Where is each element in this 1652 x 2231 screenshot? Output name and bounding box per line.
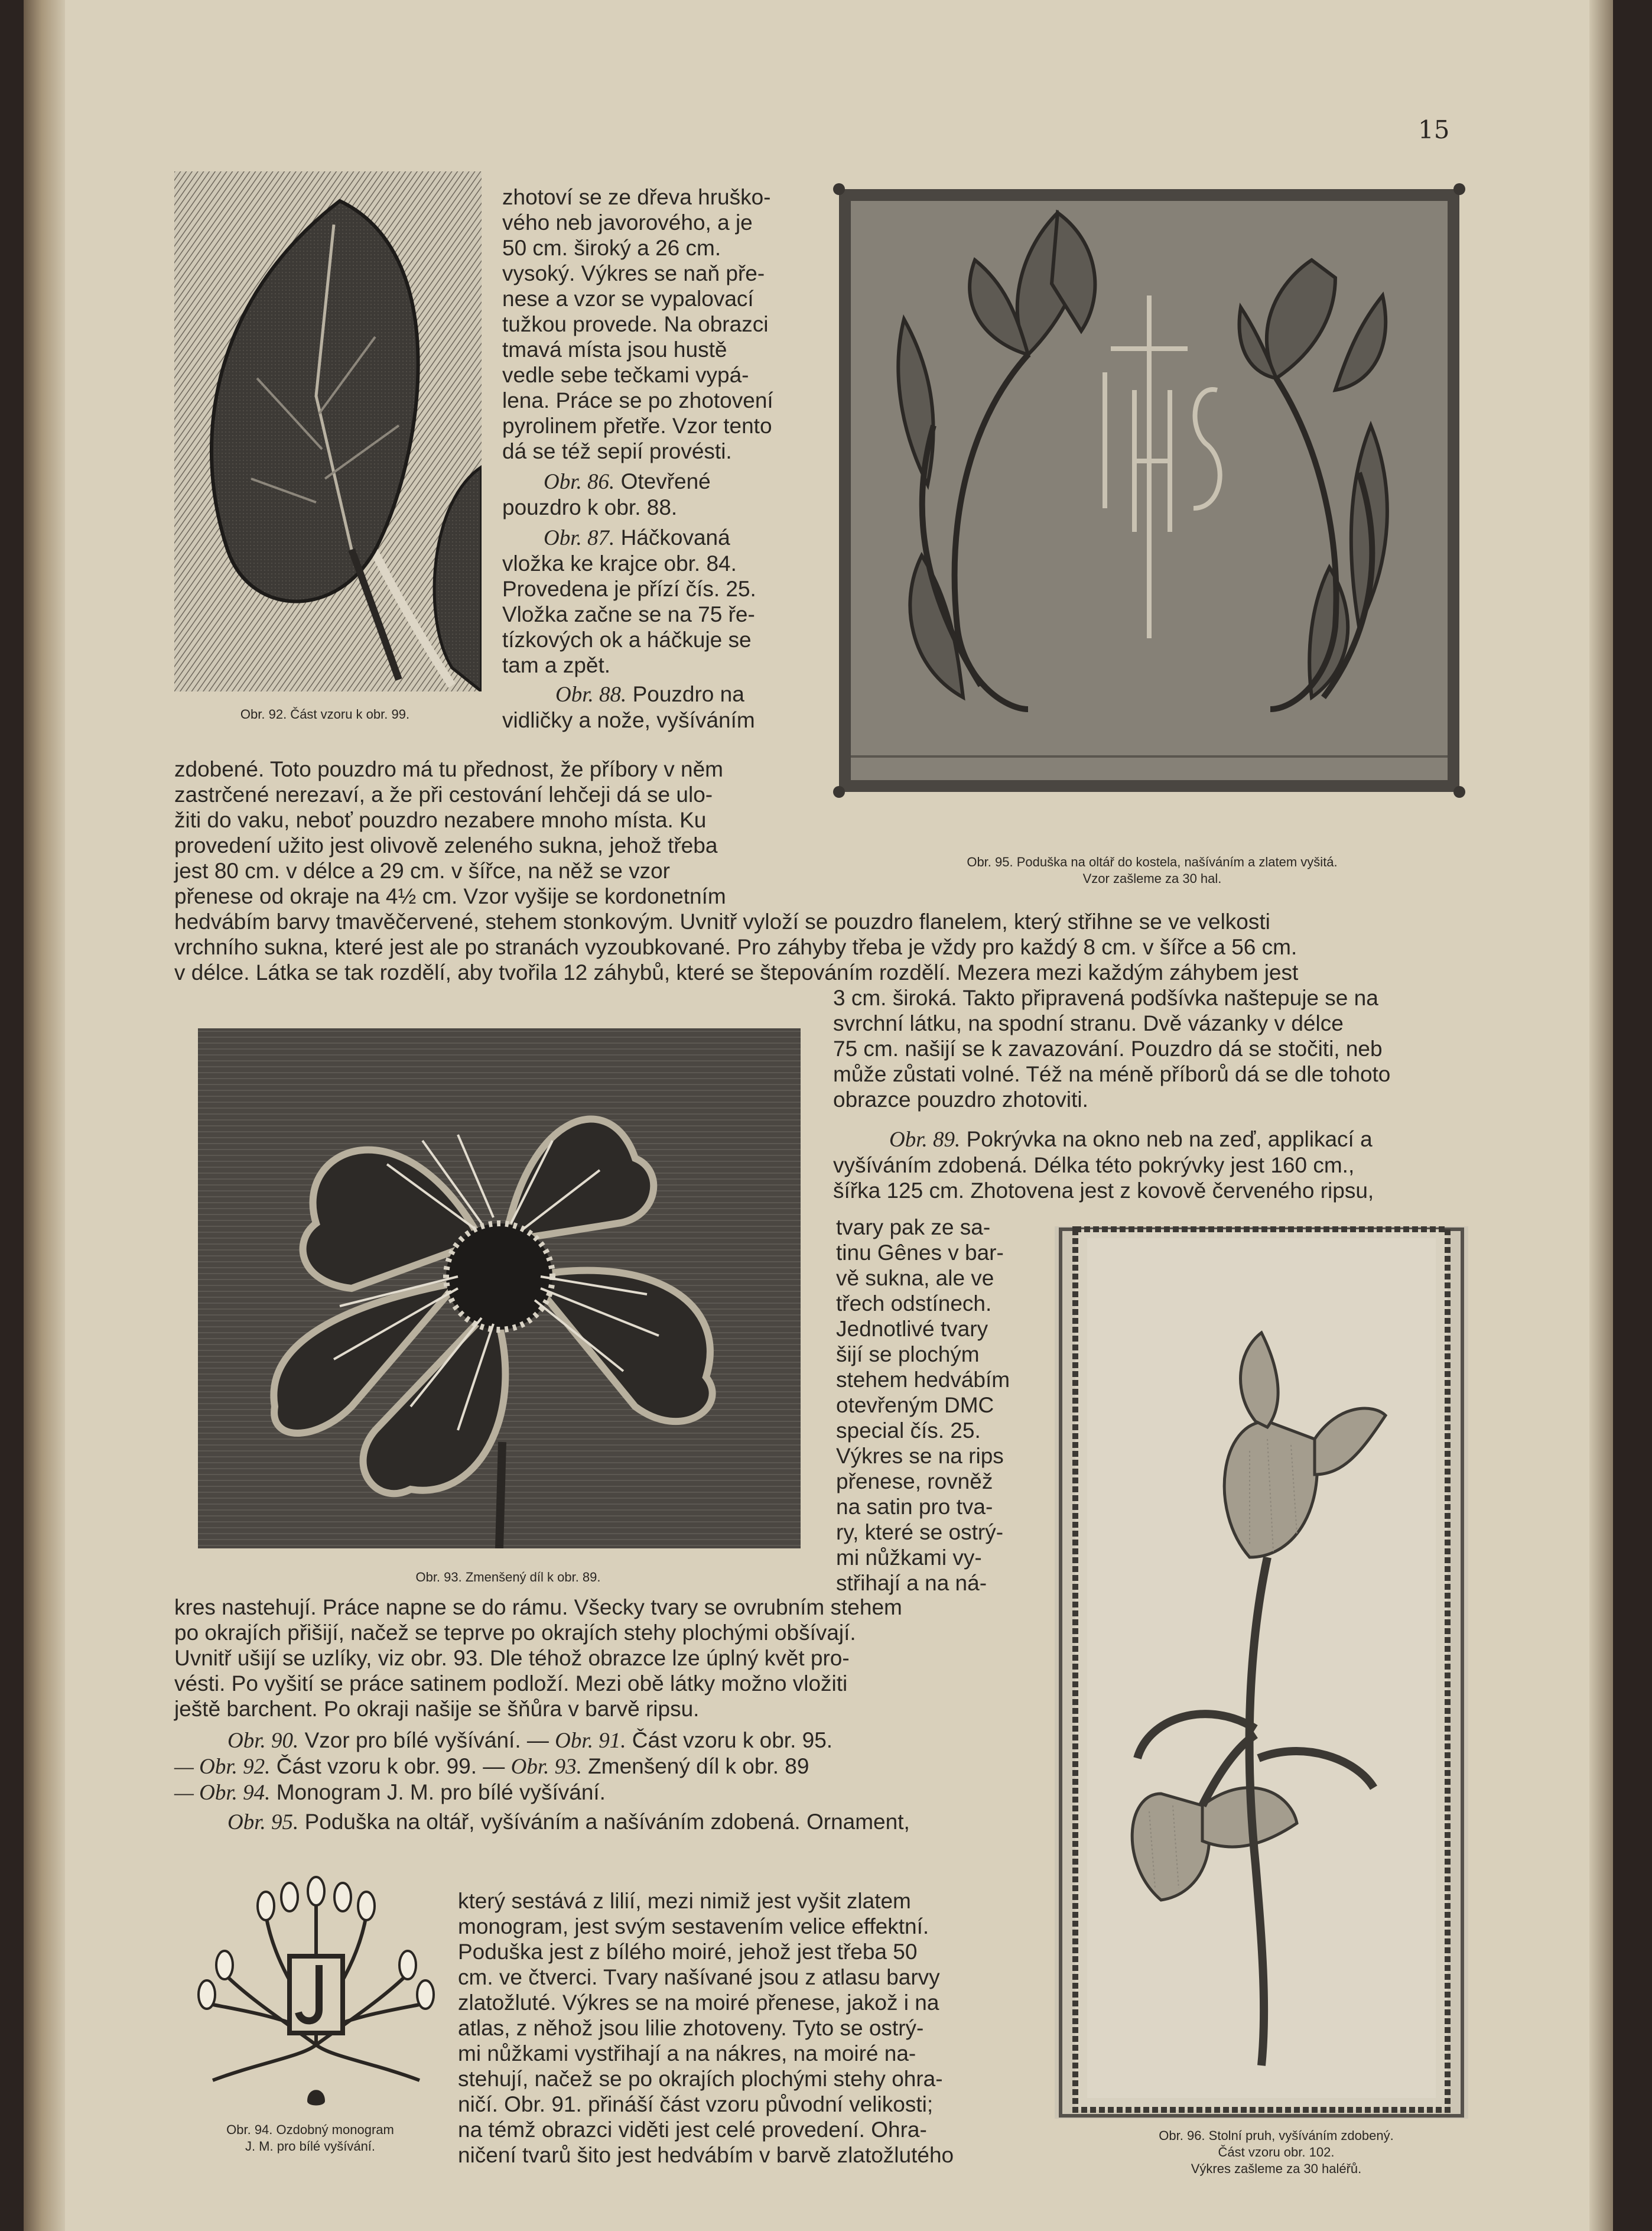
- text-line: ničení tvarů šito jest hedvábím v barvě zlatožlutého: [458, 2143, 954, 2167]
- obr89-heading: [833, 1126, 1471, 1152]
- figure-95-caption-line1: Obr. 95. Poduška na oltář do kostela, našíváním a zlatem vyšitá.: [967, 855, 1338, 869]
- obr95-body: [458, 1888, 1025, 2168]
- text-line: hedvábím barvy tmavěčervené, stehem stonkovým. Uvnitř vyloží se pouzdro flanelem, který střihne se ve velkosti: [174, 910, 1270, 934]
- text-line: svrchní látku, na spodní stranu. Dvě vázanky v délce: [833, 1011, 1344, 1035]
- text-line: cm. ve čtverci. Tvary našívané jsou z atlasu barvy: [458, 1965, 940, 1989]
- obr87-label: Obr. 87.: [544, 526, 615, 550]
- list-label: Obr. 93.: [510, 1755, 582, 1779]
- figure-96-tulip-strip: [1055, 1226, 1468, 2119]
- text-line: přenese, rovněž: [836, 1469, 993, 1493]
- text-line: atlas, z něhož jsou lilie zhotoveny. Tyto se ostrý-: [458, 2016, 924, 2040]
- list-label: — Obr. 92.: [174, 1755, 271, 1779]
- text-line: 75 cm. našijí se k zavazování. Pouzdro dá se stočiti, neb: [833, 1037, 1383, 1061]
- figure-95-altar-cushion: [827, 177, 1471, 804]
- obr88-label: Obr. 88.: [555, 683, 627, 707]
- book-spine-shadow: [24, 0, 65, 2231]
- text-line: ještě barchent. Po okraji našije se šňůra v barvě ripsu.: [174, 1697, 700, 1721]
- text-line: ry, které se ostrý-: [836, 1520, 1004, 1544]
- text-line: vyšíváním zdobená. Délka této pokrývky jest 160 cm.,: [833, 1153, 1355, 1177]
- list-text: Vzor pro bílé vyšívání. —: [304, 1728, 549, 1752]
- obr88-heading: [502, 681, 801, 707]
- text-line: vidličky a nože, vyšíváním: [502, 708, 755, 732]
- figure-95-caption-line2: Vzor zašleme za 30 hal.: [1082, 871, 1222, 886]
- text-line: pouzdro k obr. 88.: [502, 495, 678, 519]
- text-line: provedení užito jest olivově zeleného sukna, jehož třeba: [174, 833, 718, 858]
- text-line: zdobené. Toto pouzdro má tu přednost, že příbory v něm: [174, 757, 723, 781]
- narrow-column-text: [836, 1214, 1031, 1596]
- obr87-title: Háčkovaná: [620, 525, 730, 550]
- right-column-text: [833, 985, 1471, 1203]
- text-line: v délce. Látka se tak rozdělí, aby tvořila 12 záhybů, které se štepováním rozdělí. Mezera mezi každým záhybem jest: [174, 960, 1299, 985]
- text-line: může zůstati volné. Též na méně příborů dá se dle tohoto: [833, 1062, 1391, 1086]
- list-label: — Obr. 94.: [174, 1781, 271, 1805]
- figure-96-caption: [1075, 2128, 1477, 2177]
- text-line: vedle sebe tečkami vypá-: [502, 363, 749, 387]
- text-line: vložka ke krajce obr. 84.: [502, 551, 737, 576]
- text-line: po okrajích přišijí, načež se teprve po okrajích stehy plochými obšívají.: [174, 1621, 856, 1645]
- list-label: Obr. 91.: [555, 1729, 626, 1753]
- text-line: dá se též sepií provésti.: [502, 439, 732, 463]
- figure-94-monogram: [189, 1868, 443, 2116]
- text-line: stehem hedvábím: [836, 1368, 1010, 1392]
- text-line: vésti. Po vyšití se práce satinem podloží. Mezi obě látky možno vložiti: [174, 1671, 848, 1696]
- text-line: monogram, jest svým sestavením velice effektní.: [458, 1914, 929, 1938]
- figure-96-caption-line2: Část vzoru obr. 102.: [1218, 2145, 1335, 2159]
- obr88-title: Pouzdro na: [632, 682, 744, 706]
- text-line: tužkou provede. Na obrazci: [502, 312, 769, 336]
- obr95-heading: [174, 1809, 1025, 1835]
- figure-92-leaf: [174, 171, 482, 691]
- figure-list-line1: [174, 1727, 1025, 1753]
- text-line: 3 cm. široká. Takto připravená podšívka naštepuje se na: [833, 986, 1378, 1010]
- text-line: ničí. Obr. 91. přináší část vzoru původní velikosti;: [458, 2092, 934, 2116]
- obr89-label: Obr. 89.: [889, 1128, 961, 1152]
- figure-94-caption-line1: Obr. 94. Ozdobný monogram: [226, 2122, 394, 2137]
- list-text: Zmenšený díl k obr. 89: [588, 1754, 809, 1778]
- text-line: střihají a na ná-: [836, 1571, 987, 1595]
- figure-92-caption: Obr. 92. Část vzoru k obr. 99.: [240, 707, 410, 722]
- page-edge-shadow: [1589, 0, 1613, 2231]
- text-line: kres nastehují. Práce napne se do rámu. Všecky tvary se ovrubním stehem: [174, 1595, 902, 1619]
- obr95-label: Obr. 95.: [227, 1810, 299, 1834]
- text-line: na satin pro tva-: [836, 1495, 993, 1519]
- text-line: Uvnitř ušijí se uzlíky, viz obr. 93. Dle téhož obrazce lze úplný květ pro-: [174, 1646, 850, 1670]
- list-text: Monogram J. M. pro bílé vyšívání.: [276, 1780, 606, 1804]
- full-width-text: [174, 909, 1474, 985]
- book-page: [24, 0, 1613, 2231]
- obr88-body: [174, 756, 801, 909]
- obr89-title: Pokrývka na okno neb na zeď, applikací a: [966, 1127, 1373, 1151]
- text-line: tízkových ok a háčkuje se: [502, 628, 752, 652]
- text-line: otevřeným DMC: [836, 1393, 994, 1417]
- obr86-heading: [502, 469, 801, 495]
- text-line: Vložka začne se na 75 ře-: [502, 602, 755, 626]
- text-line: šijí se plochým: [836, 1342, 980, 1366]
- text-line: special čís. 25.: [836, 1418, 981, 1443]
- text-line: zhotoví se ze dřeva hruško-: [502, 185, 771, 209]
- page-number: 15: [1418, 115, 1450, 144]
- mid-text: [174, 1595, 1025, 1835]
- text-line: lena. Práce se po zhotovení: [502, 388, 773, 413]
- text-line: nese a vzor se vypalovací: [502, 287, 754, 311]
- text-line: Provedena je přízí čís. 25.: [502, 577, 756, 601]
- obr86-label: Obr. 86.: [544, 470, 615, 494]
- figure-93-flower: [198, 1028, 801, 1548]
- figure-94-caption: [183, 2122, 437, 2155]
- text-line: mi nůžkami vystřihají a na nákres, na moiré na-: [458, 2041, 916, 2066]
- text-line: vého neb javorového, a je: [502, 210, 753, 235]
- text-line: třech odstínech.: [836, 1291, 992, 1316]
- text-line: vě sukna, ale ve: [836, 1266, 994, 1290]
- text-line: obrazce pouzdro zhotoviti.: [833, 1087, 1088, 1112]
- text-line: tinu Gênes v bar-: [836, 1240, 1004, 1265]
- text-line: tvary pak ze sa-: [836, 1215, 991, 1239]
- text-line: pyrolinem přetře. Vzor tento: [502, 414, 772, 438]
- figure-list-line3: [174, 1779, 1025, 1805]
- text-line: tmavá místa jsou hustě: [502, 337, 727, 362]
- text-line: vrchního sukna, které jest ale po stranách vyzoubkované. Pro záhyby třeba je vždy pro každý 8 cm. v šířce a 56 cm.: [174, 935, 1297, 959]
- text-line: zlatožluté. Výkres se na moiré přenese, jakož i na: [458, 1990, 939, 2015]
- figure-94-caption-line2: J. M. pro bílé vyšívání.: [245, 2139, 376, 2154]
- text-line: šířka 125 cm. Zhotovena jest z kovově červeného ripsu,: [833, 1178, 1374, 1203]
- figure-list-line2: [174, 1753, 1025, 1779]
- text-line: zastrčené nerezaví, a že při cestování lehčeji dá se ulo-: [174, 782, 713, 807]
- text-line: tam a zpět.: [502, 653, 611, 677]
- list-text: Část vzoru k obr. 95.: [632, 1728, 833, 1752]
- text-line: přenese od okraje na 4½ cm. Vzor vyšije se kordonetním: [174, 884, 726, 908]
- text-line: mi nůžkami vy-: [836, 1545, 982, 1570]
- obr87-heading: [502, 525, 801, 551]
- text-line: vysoký. Výkres se naň pře-: [502, 261, 765, 285]
- text-line: žiti do vaku, neboť pouzdro nezabere mnoho místa. Ku: [174, 808, 707, 832]
- text-line: který sestává z lilií, mezi nimiž jest vyšit zlatem: [458, 1889, 911, 1913]
- figure-95-caption: [863, 854, 1442, 887]
- figure-96-caption-line3: Výkres zašleme za 30 haléřů.: [1191, 2161, 1362, 2176]
- text-line: Výkres se na rips: [836, 1444, 1004, 1468]
- obr86-title: Otevřené: [620, 469, 711, 493]
- text-line: 50 cm. široký a 26 cm.: [502, 236, 721, 260]
- text-line: jest 80 cm. v délce a 29 cm. v šířce, na něž se vzor: [174, 859, 671, 883]
- text-line: Poduška jest z bílého moiré, jehož jest třeba 50: [458, 1940, 918, 1964]
- text-line: Jednotlivé tvary: [836, 1317, 988, 1341]
- figure-96-caption-line1: Obr. 96. Stolní pruh, vyšíváním zdobený.: [1159, 2128, 1394, 2143]
- figure-93-caption: Obr. 93. Zmenšený díl k obr. 89.: [415, 1570, 601, 1584]
- obr95-title: Poduška na oltář, vyšíváním a našíváním zdobená. Ornament,: [304, 1810, 910, 1834]
- list-label: Obr. 90.: [227, 1729, 299, 1753]
- column-text-top: [502, 184, 801, 733]
- text-line: stehují, načež se po okrajích plochými stehy ohra-: [458, 2067, 943, 2091]
- list-text: Část vzoru k obr. 99. —: [276, 1754, 505, 1778]
- text-line: na témž obrazci viděti jest celé provedení. Ohra-: [458, 2118, 927, 2142]
